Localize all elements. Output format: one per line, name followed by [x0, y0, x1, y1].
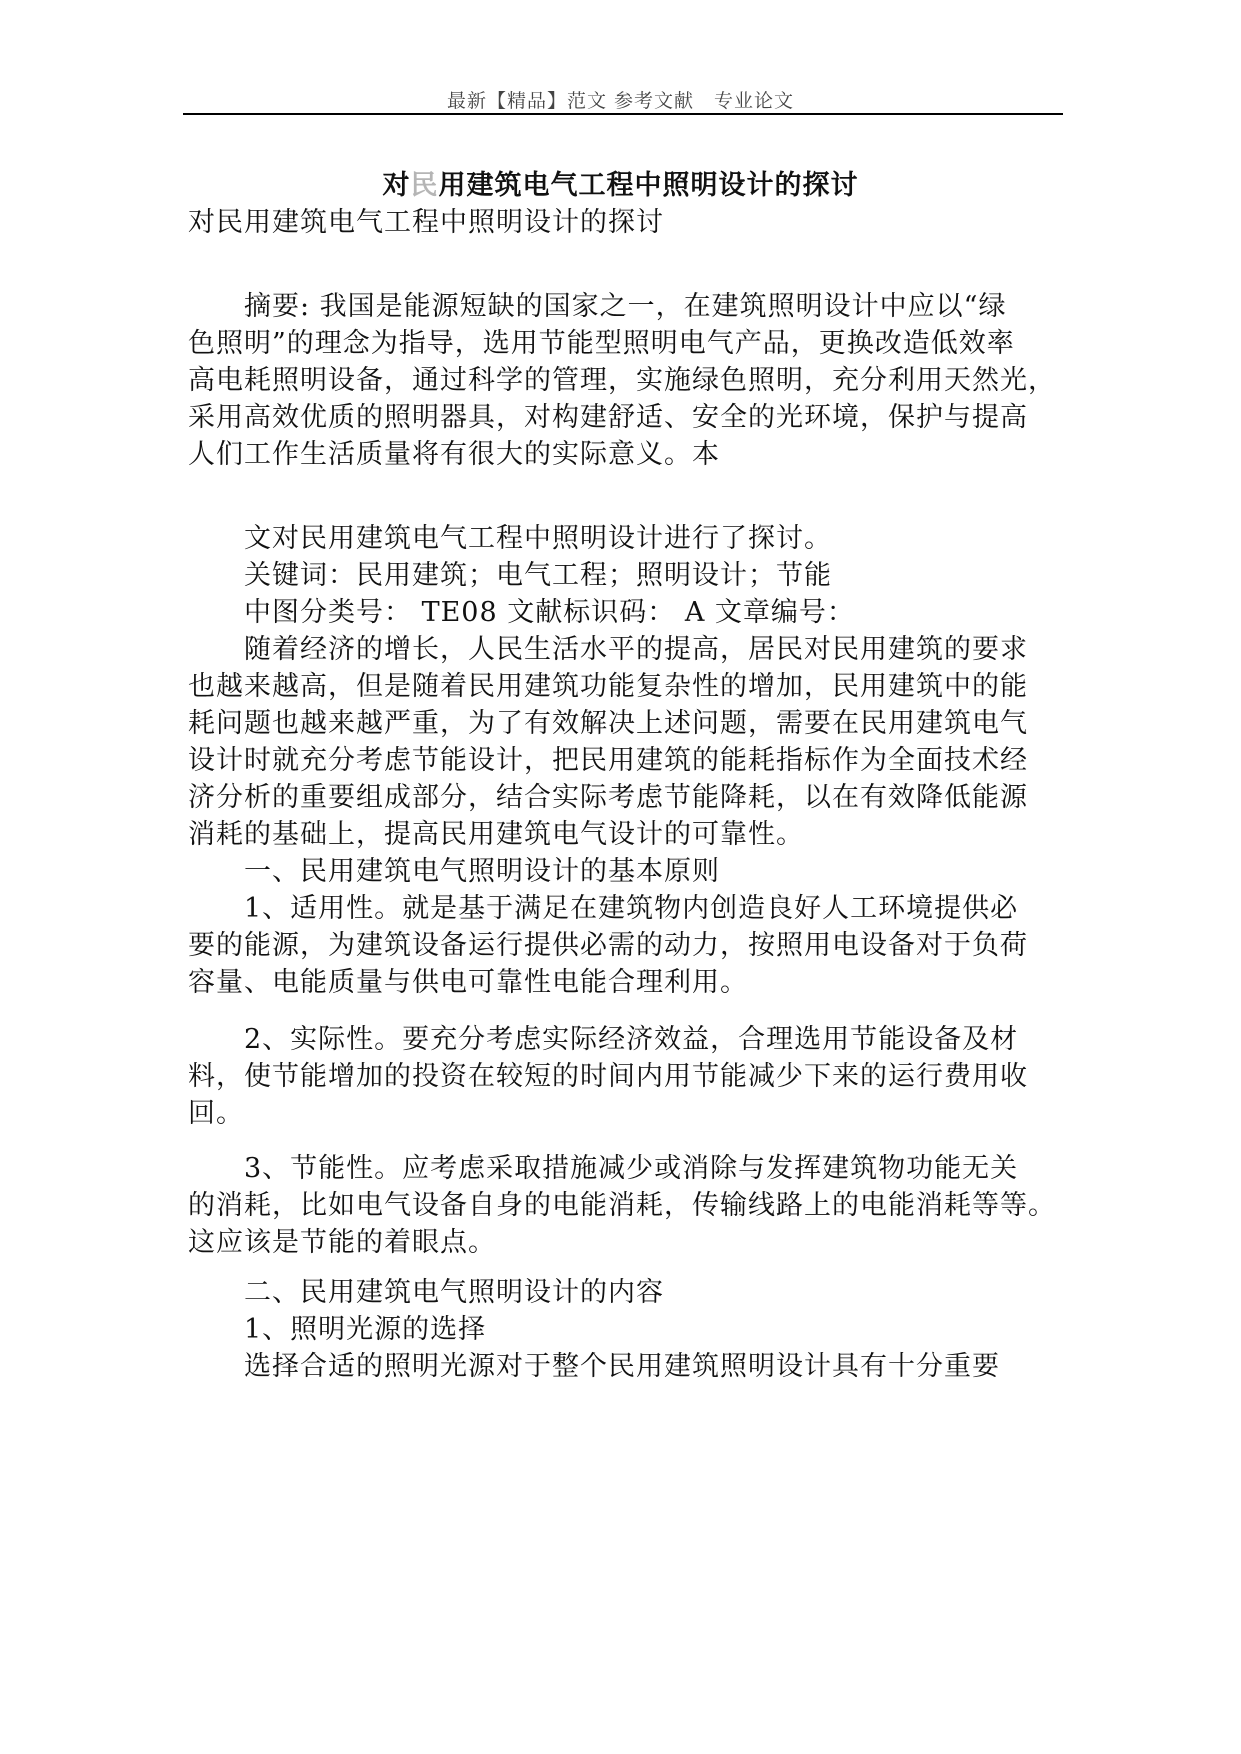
classification-line: 中图分类号： TE08 文献标识码： A 文章编号：: [188, 597, 855, 628]
abstract-line: 色照明”的理念为指导，选用节能型照明电气产品，更换改造低效率: [188, 328, 1015, 359]
title-part-1: 对: [382, 170, 411, 201]
subsection-heading: 1、照明光源的选择: [188, 1314, 487, 1345]
body-line: 回。: [188, 1098, 244, 1129]
header-text: 最新【精品】范文 参考文献 专业论文: [446, 90, 795, 112]
body-line: 要的能源，为建筑设备运行提供必需的动力，按照用电设备对于负荷: [188, 930, 1028, 961]
abstract-line: 摘要: 我国是能源短缺的国家之一，在建筑照明设计中应以“绿: [188, 291, 1007, 322]
header-divider: [183, 113, 1063, 115]
body-line: 设计时就充分考虑节能设计，把民用建筑的能耗指标作为全面技术经: [188, 745, 1028, 776]
title-part-2: 民: [410, 170, 439, 201]
abstract-line: 高电耗照明设备，通过科学的管理，实施绿色照明，充分利用天然光，: [188, 365, 1056, 396]
body-line: 也越来越高，但是随着民用建筑功能复杂性的增加，民用建筑中的能: [188, 671, 1028, 702]
body-line: 耗问题也越来越严重，为了有效解决上述问题，需要在民用建筑电气: [188, 708, 1028, 739]
abstract-line: 文对民用建筑电气工程中照明设计进行了探讨。: [188, 523, 832, 554]
subtitle-line: 对民用建筑电气工程中照明设计的探讨: [188, 207, 664, 238]
abstract-line: 采用高效优质的照明器具，对构建舒适、安全的光环境，保护与提高: [188, 402, 1028, 433]
body-line: 容量、电能质量与供电可靠性电能合理利用。: [188, 967, 748, 998]
abstract-line: 人们工作生活质量将有很大的实际意义。本: [188, 439, 720, 470]
body-line: 这应该是节能的着眼点。: [188, 1227, 496, 1258]
body-line: 的消耗，比如电气设备自身的电能消耗，传输线路上的电能消耗等等。: [188, 1190, 1056, 1221]
document-title: [0, 163, 1241, 202]
body-line: 料，使节能增加的投资在较短的时间内用节能减少下来的运行费用收: [188, 1061, 1028, 1092]
body-line: 济分析的重要组成部分，结合实际考虑节能降耗，以在有效降低能源: [188, 782, 1028, 813]
title-part-3: 用建筑电气工程中照明设计的探讨: [438, 170, 859, 201]
body-line: 3、节能性。应考虑采取措施减少或消除与发挥建筑物功能无关: [188, 1153, 1019, 1184]
body-line: 消耗的基础上，提高民用建筑电气设计的可靠性。: [188, 819, 804, 850]
body-line: 随着经济的增长，人民生活水平的提高，居民对民用建筑的要求: [188, 634, 1028, 665]
section-heading: 二、民用建筑电气照明设计的内容: [188, 1277, 664, 1308]
body-line: 选择合适的照明光源对于整个民用建筑照明设计具有十分重要: [188, 1351, 1000, 1382]
keywords-line: 关键词：民用建筑；电气工程；照明设计；节能: [188, 560, 832, 591]
body-line: 1、适用性。就是基于满足在建筑物内创造良好人工环境提供必: [188, 893, 1019, 924]
section-heading: 一、民用建筑电气照明设计的基本原则: [188, 856, 720, 887]
body-line: 2、实际性。要充分考虑实际经济效益，合理选用节能设备及材: [188, 1024, 1019, 1055]
